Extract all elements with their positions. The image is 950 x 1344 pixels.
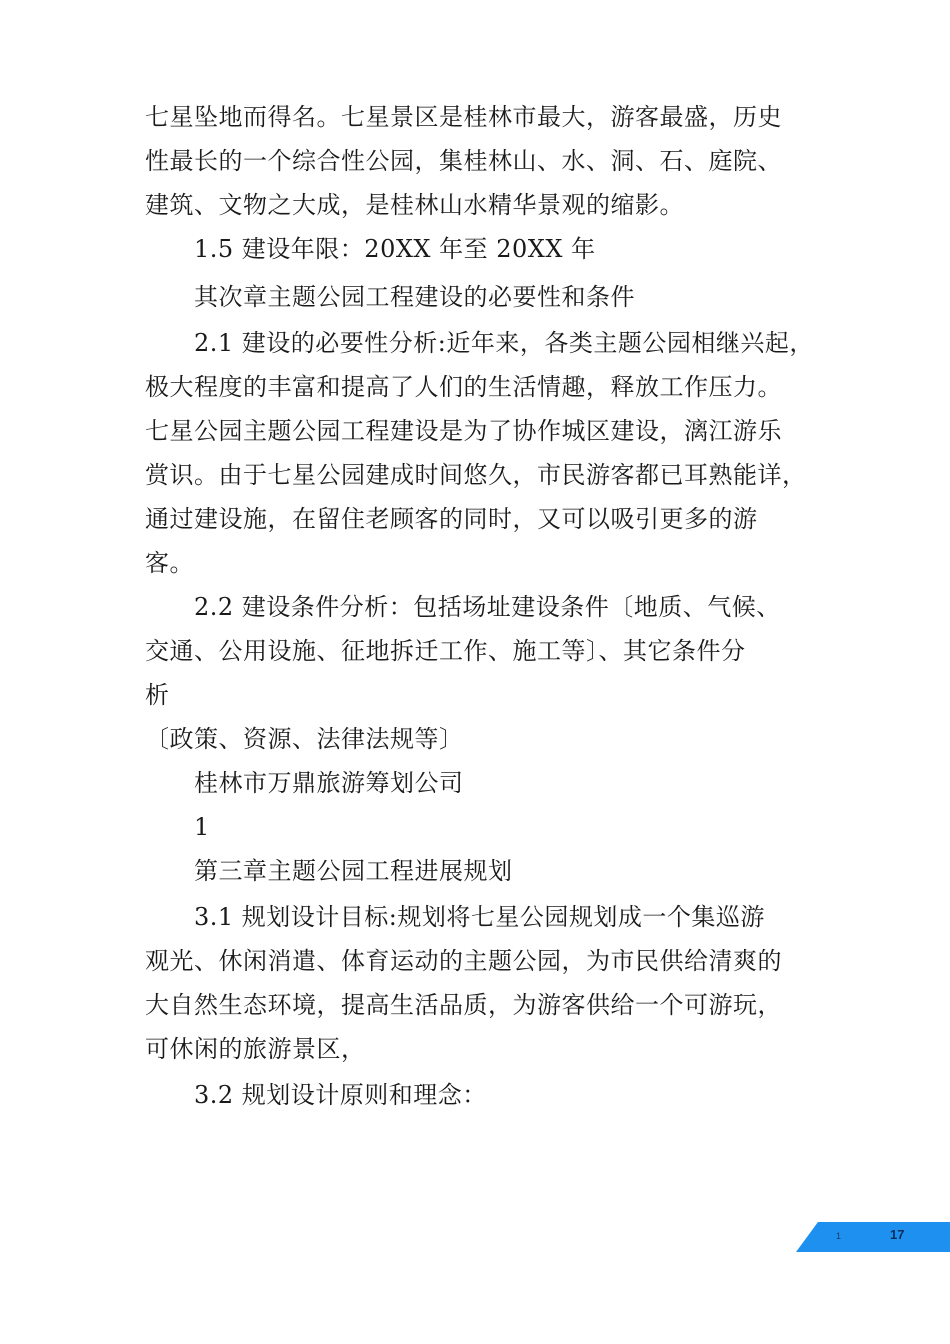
- section-heading: 2.2 建设条件分析：包括场址建设条件〔地质、气候、: [194, 593, 781, 621]
- text-line: 七星公园主题公园工程建设是为了协作城区建设，漓江游乐: [145, 417, 782, 445]
- page-number-total: 17: [890, 1227, 905, 1242]
- text-line: 〔政策、资源、法律法规等〕: [145, 725, 464, 753]
- text-line: 通过建设施，在留住老顾客的同时，又可以吸引更多的游: [145, 505, 758, 533]
- company-name: 桂林市万鼎旅游筹划公司: [194, 769, 464, 797]
- text-line: 大自然生态环境，提高生活品质，为游客供给一个可游玩，: [145, 991, 782, 1019]
- section-heading: 3.2 规划设计原则和理念：: [194, 1081, 487, 1109]
- text-line: 极大程度的丰富和提高了人们的生活情趣，释放工作压力。: [145, 373, 782, 401]
- text-line: 观光、休闲消遣、体育运动的主题公园，为市民供给清爽的: [145, 947, 782, 975]
- text-line: 性最长的一个综合性公园，集桂林山、水、洞、石、庭院、: [145, 147, 782, 175]
- text-line: 七星坠地而得名。七星景区是桂林市最大，游客最盛，历史: [145, 103, 782, 131]
- inline-page-number: 1: [194, 813, 210, 841]
- page-footer: [796, 1222, 950, 1252]
- text-line: 析: [145, 681, 170, 709]
- section-heading: 2.1 建设的必要性分析:近年来，各类主题公园相继兴起，: [194, 329, 814, 357]
- text-line: 交通、公用设施、征地拆迁工作、施工等〕、其它条件分: [145, 637, 746, 665]
- footer-band-shape: [796, 1222, 950, 1252]
- chapter-heading: 第三章主题公园工程进展规划: [194, 857, 513, 885]
- section-heading: 1.5 建设年限：20XX 年至 20XX 年: [194, 235, 596, 263]
- section-heading: 3.1 规划设计目标:规划将七星公园规划成一个集巡游: [194, 903, 765, 931]
- text-line: 赏识。由于七星公园建成时间悠久，市民游客都已耳熟能详，: [145, 461, 807, 489]
- text-line: 可休闲的旅游景区，: [145, 1035, 366, 1063]
- page-number-small: 1: [836, 1231, 842, 1241]
- text-line: 客。: [145, 549, 194, 577]
- text-line: 建筑、文物之大成，是桂林山水精华景观的缩影。: [145, 191, 684, 219]
- chapter-heading: 其次章主题公园工程建设的必要性和条件: [194, 283, 635, 311]
